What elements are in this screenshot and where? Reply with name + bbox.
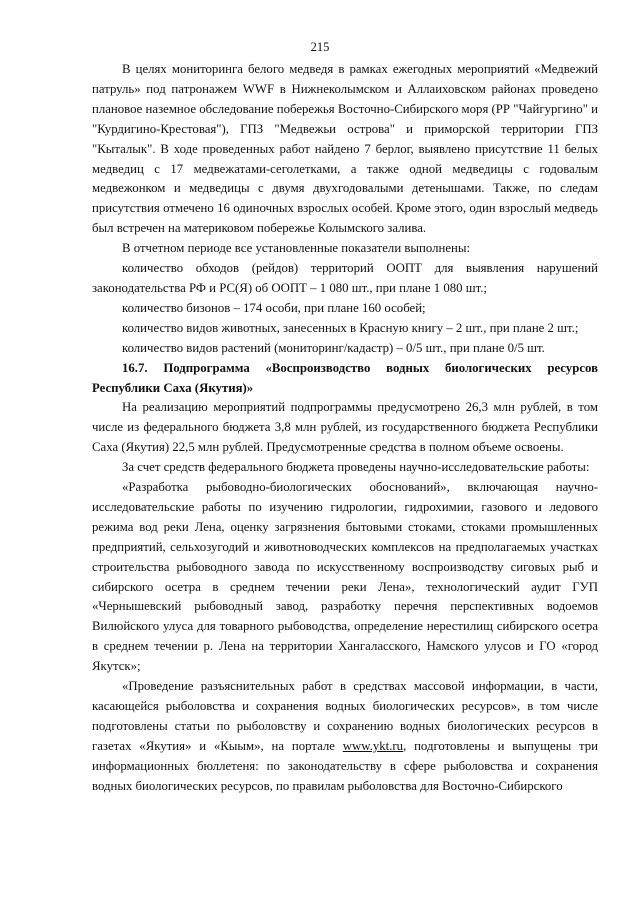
page-body — [92, 60, 598, 797]
paragraph-polar-bear-monitoring: В целях мониторинга белого медведя в рамках ежегодных мероприятий «Медвежий патруль» под патронажем WWF в Нижнеколымском и Аллаиховском районах проведено плановое наземное обследование побережья Восточно-Сибирского моря (РР "Чайгургино" и "Курдигино-Крестовая"), ГПЗ "Медвежьи острова" и приморской территории ГПЗ "Кыталык". В ходе проведенных работ найдено 7 берлог, выявлено присутствие 11 белых медведиц с 17 медвежатами-сеголетками, а также одной медведицы с годовалым медвежонком и медведицы с двумя двухгодовалыми детенышами. Также, по следам присутствия отмечено 16 одиночных взрослых особей. Кроме этого, один взрослый медведь был встречен на материковом побережье Колымского залива. — [92, 62, 598, 236]
section-heading: 16.7. Подпрограмма «Воспроизводство водных биологических ресурсов Республики Саха (Якутия)» — [92, 360, 598, 395]
paragraph-indicator-raids: количество обходов (рейдов) территорий ООПТ для выявления нарушений законодательства РФ и РС(Я) об ООПТ – 1 080 шт., при плане 1 080 шт.; — [92, 261, 598, 295]
paragraph-fish-breeding: «Разработка рыбоводно-биологических обоснований», включающая научно-исследовательские работы по изучению гидрологии, гидрохимии, газового и ледового режима вод реки Лена, оценку загрязнения бытовыми стоками, стоками промышленных предприятий, сельхозугодий и животноводческих комплексов на предполагаемых участках строительства рыбоводного завода по искусственному воспроизводству сиговых рыб и сибирского осетра в среднем течении реки Лена», технологический аудит ГУП «Чернышевский рыбоводный завод, разработку перечня перспективных водоемов Вилюйского улуса для товарного рыбоводства, определение нерестилищ сибирского осетра в среднем течении р. Лена на территории Хангаласского, Намского улусов и ГО «город Якутск»; — [92, 480, 598, 674]
paragraph-indicator-bison: количество бизонов – 174 особи, при плане 160 особей; — [122, 300, 426, 315]
page-number: 215 — [310, 40, 330, 54]
paragraph-funding: На реализацию мероприятий подпрограммы предусмотрено 26,3 млн рублей, в том числе из федерального бюджета 3,8 млн рублей, из государственного бюджета Республики Саха (Якутия) 22,5 млн рублей. Предусмотренные средства в полном объеме освоены. — [92, 400, 598, 455]
media-work-text-start: «Проведение разъяснительных работ в средствах массовой информации, в части, касающейся рыболовства и сохранения водных биологических ресурсов», в том числе подготовлены статьи по рыболовству и сохранению водных биологических ресурсов в газетах «Якутия» и «Кыым», на портале — [92, 679, 598, 753]
paragraph-indicator-plants: количество видов растений (мониторинг/кадастр) – 0/5 шт., при плане 0/5 шт. — [122, 340, 545, 355]
paragraph-indicators-intro: В отчетном периоде все установленные показатели выполнены: — [122, 241, 471, 256]
paragraph-media-work — [92, 677, 598, 796]
paragraph-indicator-red-book: количество видов животных, занесенных в Красную книгу – 2 шт., при плане 2 шт.; — [122, 320, 579, 335]
paragraph-research-intro: За счет средств федерального бюджета проведены научно-исследовательские работы: — [122, 460, 590, 475]
portal-link[interactable]: www.ykt.ru — [342, 738, 404, 753]
media-work-text-end: , подготовлены и выпущены три информационных бюллетеня: по законодательству в сфере рыболовства и сохранения водных биологических ресурсов, по правилам рыболовства для Восточно-Сибирского — [92, 738, 598, 793]
